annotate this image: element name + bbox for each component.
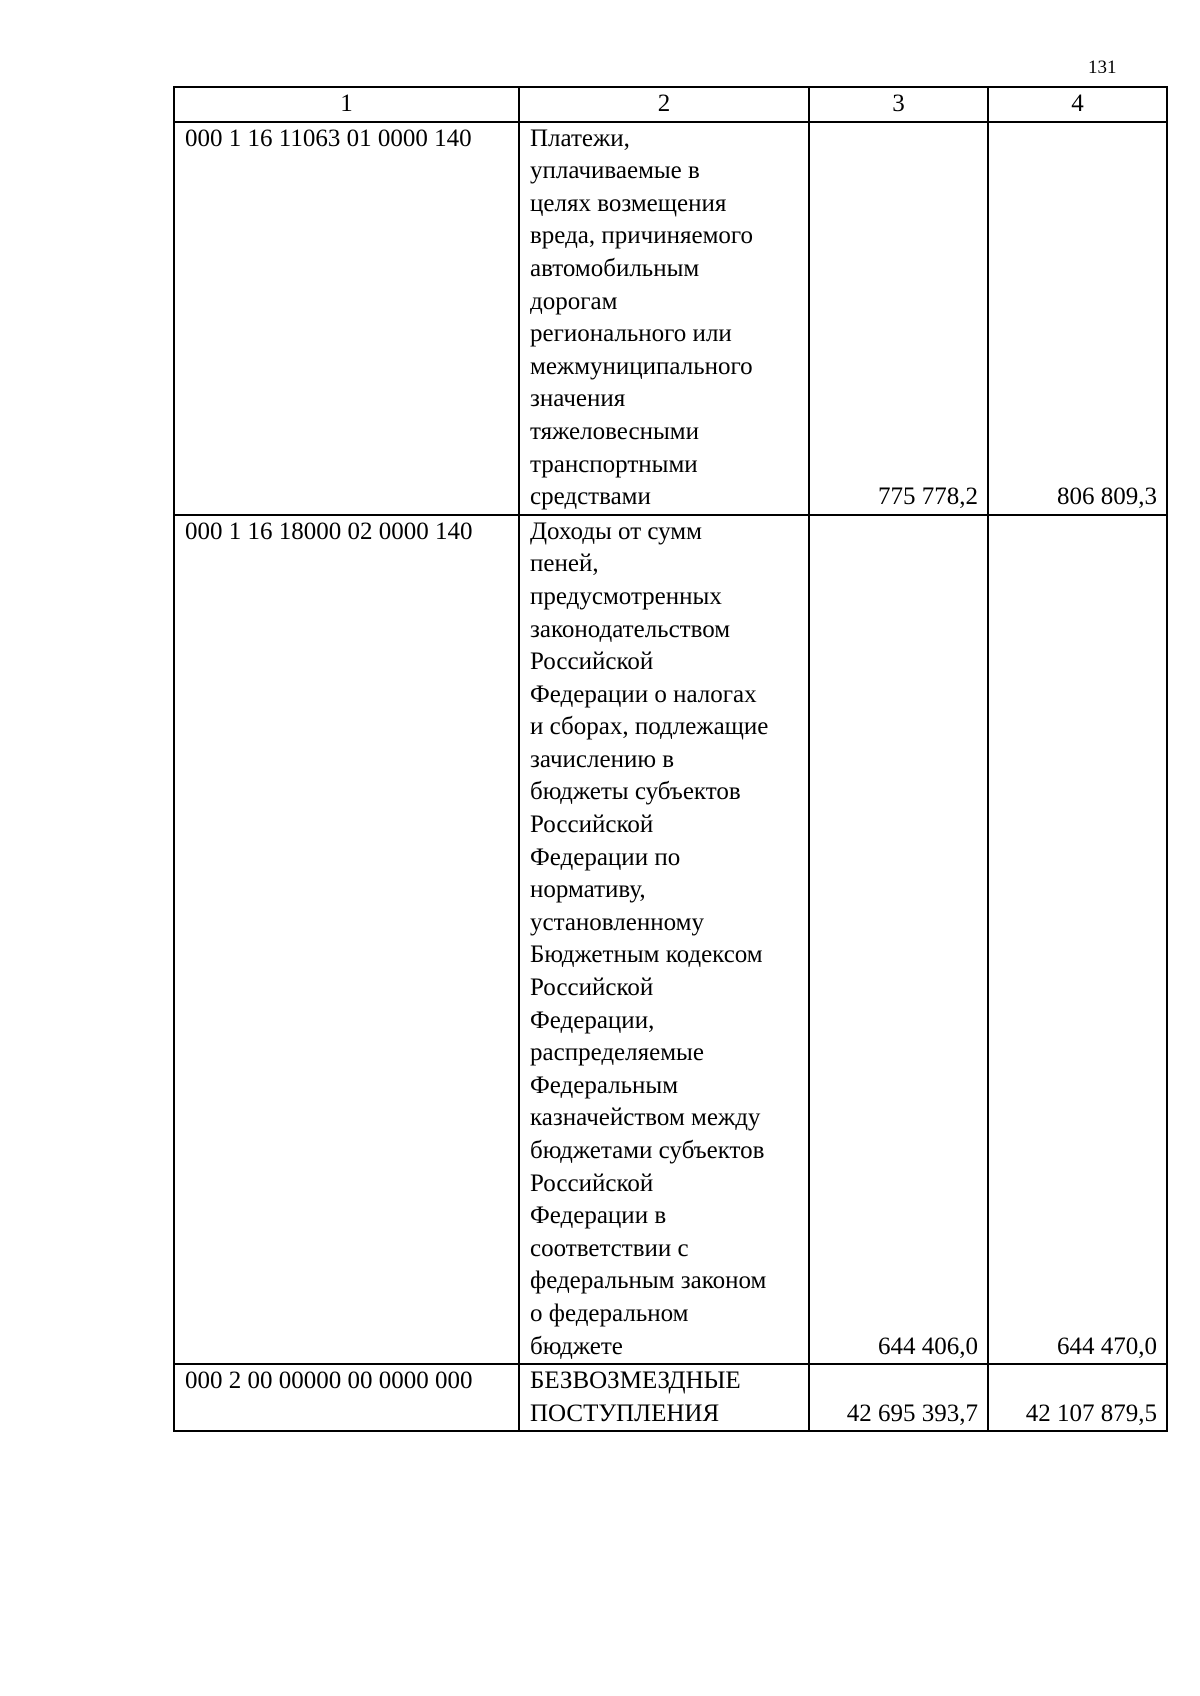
header-cell-2: 2 [519,87,809,122]
description-line: зачислению в [530,745,675,773]
header-cell-3: 3 [809,87,988,122]
description-line: соответствии с [530,1234,689,1262]
description-cell [519,515,809,1364]
description-line: бюджеты субъектов [530,778,741,806]
amount-col4-cell: 644 470,0 [988,515,1167,1364]
description-line: о федеральном [530,1299,689,1327]
table-row [174,122,1167,515]
description-line: уплачиваемые в [530,157,700,185]
header-cell-4: 4 [988,87,1167,122]
description-line: Федерации в [530,1202,667,1230]
description-line: транспортными [530,450,698,478]
description-line: казначейством между [530,1104,761,1132]
description-line: Федерации по [530,843,681,871]
description-line: Федеральным [530,1071,679,1099]
description-line: Российской [530,1169,654,1197]
description-line: Бюджетным кодексом [530,941,763,969]
amount-col3-cell: 775 778,2 [809,122,988,515]
description-line: ПОСТУПЛЕНИЯ [530,1399,720,1427]
description-line: установленному [530,908,704,936]
description-line: регионального или [530,320,732,348]
description-line: федеральным законом [530,1267,767,1295]
description-line: Платежи, [530,124,630,152]
description-line: Российской [530,811,654,839]
budget-code-cell: 000 2 00 00000 00 0000 000 [174,1364,519,1431]
header-cell-1: 1 [174,87,519,122]
amount-col3-cell: 644 406,0 [809,515,988,1364]
description-line: распределяемые [530,1039,704,1067]
description-line: Российской [530,648,654,676]
table-row [174,515,1167,1364]
description-line: межмуниципального [530,352,753,380]
description-line: вреда, причиняемого [530,222,754,250]
amount-col4-cell: 42 107 879,5 [988,1364,1167,1431]
amount-col3-cell: 42 695 393,7 [809,1364,988,1431]
description-line: тяжеловесными [530,417,699,445]
description-line: бюджетами субъектов [530,1137,765,1164]
budget-code-cell: 000 1 16 11063 01 0000 140 [174,122,519,515]
description-cell [519,1364,809,1431]
description-line: значения [530,385,626,413]
description-line: Федерации о налогах [530,680,757,708]
description-line: и сборах, подлежащие [530,713,769,741]
budget-table [173,86,1168,1432]
description-line: целях возмещения [530,189,727,217]
table-row [174,1364,1167,1431]
description-line: Федерации, [530,1006,655,1034]
description-cell [519,122,809,515]
page-number: 131 [1088,57,1117,78]
description-line: законодательством [530,615,731,643]
table-header-row [174,87,1167,122]
description-line: дорогам [530,287,618,315]
description-line: средствами [530,483,651,511]
budget-code-cell: 000 1 16 18000 02 0000 140 [174,515,519,1364]
description-line: Российской [530,974,654,1002]
description-line: предусмотренных [530,582,722,610]
amount-col4-cell: 806 809,3 [988,122,1167,515]
description-line: Доходы от сумм [530,517,702,545]
description-line: пеней, [530,550,599,578]
description-line: автомобильным [530,254,700,282]
description-line: БЕЗВОЗМЕЗДНЫЕ [530,1367,741,1395]
description-line: бюджете [530,1332,623,1360]
description-line: нормативу, [530,876,646,904]
